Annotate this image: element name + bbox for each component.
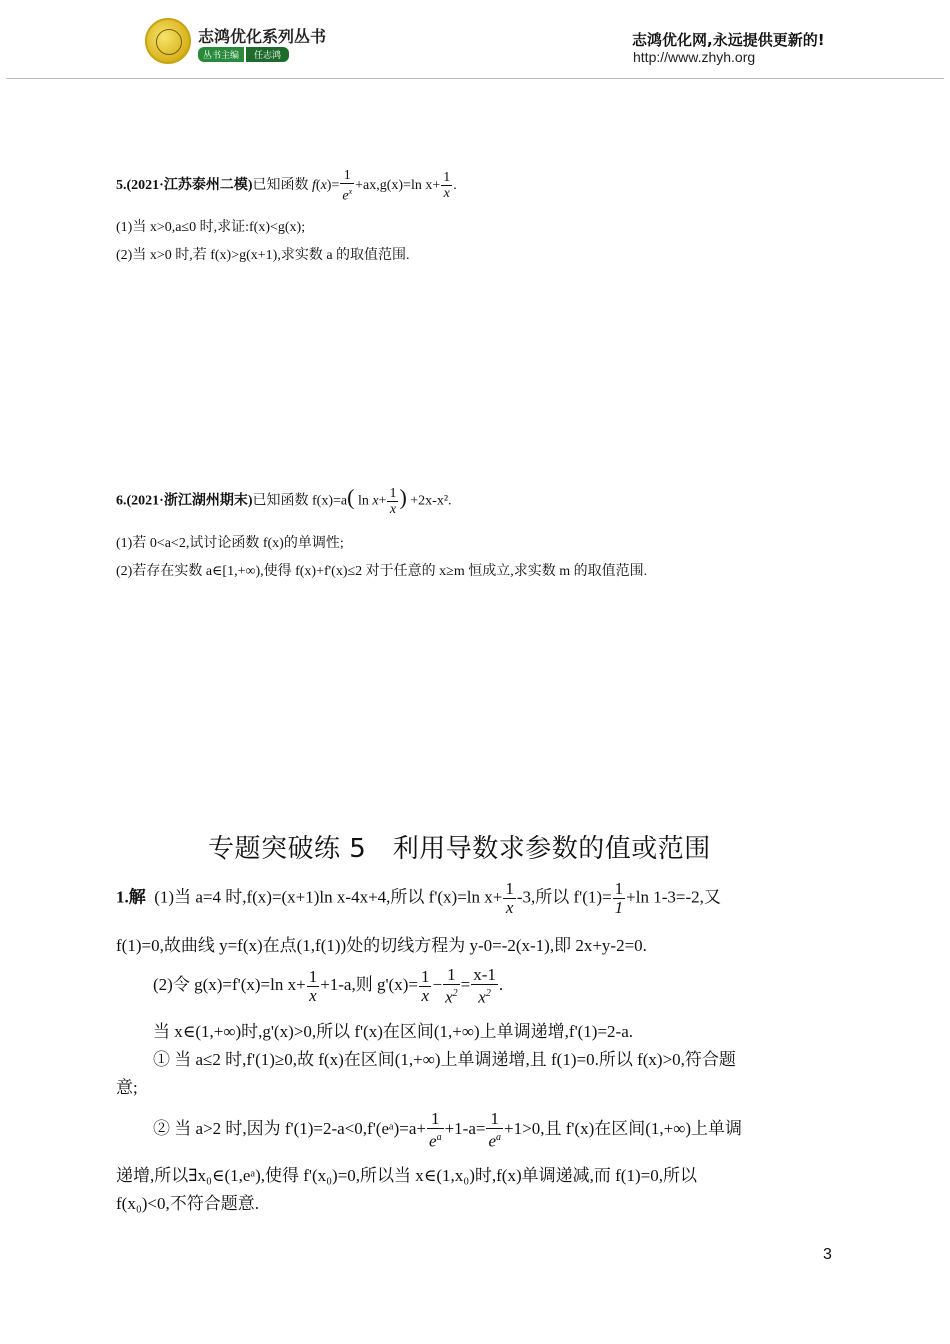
- solution-line-3: (2)令 g(x)=f'(x)=ln x+ $\frac{1}{x}$ +1-a,则 g'(x)= $\frac{1}{x}$ − $\frac{1}{x^2}$ = $\frac{x-1}{x^2}$ .: [153, 965, 504, 1007]
- solution-line-4: 当 x∈(1,+∞)时,g'(x)>0,所以 f'(x)在区间(1,+∞)上单调递增,f'(1)=2-a.: [153, 1022, 634, 1041]
- solution-line-6: 意;: [116, 1078, 138, 1097]
- section-title: 专题突破练 5 利用导数求参数的值或范围: [208, 834, 711, 864]
- logo-emblem: [145, 18, 191, 64]
- solution-line-7: ② 当 a>2 时,因为 f'(1)=2-a<0,f'(eᵃ)=a+ $\frac{1}{e^a}$ +1-a= $\frac{1}{e^a}$ +1>0,且 f'(x)在区间(1,+∞)上单调: [153, 1109, 743, 1151]
- solution-line-1: 1.解 (1)当 a=4 时,f(x)=(x+1)ln x-4x+4,所以 f'(x)=ln x+ $\frac{1}{x}$ -3,所以 f'(1)= $\frac{1}{1}$ +ln 1-3=-2,又: [116, 879, 721, 917]
- editor-label: 丛书主编: [198, 47, 244, 62]
- solution-line-2: f(1)=0,故曲线 y=f(x)在点(1,f(1))处的切线方程为 y-0=-2(x-1),即 2x+y-2=0.: [116, 936, 647, 955]
- website-url[interactable]: http://www.zhyh.org: [633, 49, 756, 65]
- editor-name: 任志鸿: [246, 47, 289, 62]
- header-divider: [6, 78, 944, 79]
- page-number: 3: [823, 1246, 832, 1263]
- q6-part1: (1)若 0<a<2,试讨论函数 f(x)的单调性;: [116, 536, 344, 551]
- slogan: 志鸿优化网,永远提供更新的!: [632, 31, 825, 49]
- q5-part1: (1)当 x>0,a≤0 时,求证:f(x)<g(x);: [116, 220, 306, 235]
- series-title: 志鸿优化系列丛书: [198, 27, 327, 46]
- q5-stem: 5.(2021·江苏泰州二模)已知函数 f(x)= $\frac{1}{e^x}$ +ax,g(x)=ln x+ $\frac{1}{x}$ .: [116, 168, 457, 204]
- q6-stem: 6.(2021·浙江湖州期末)已知函数 f(x)=a( ln x+ $\frac{1}{x}$ ) +2x-x².: [116, 484, 452, 517]
- solution-line-8: 递增,所以∃x₀∈(1,eᵃ),使得 f'(x₀)=0,所以当 x∈(1,x₀)时,f(x)单调递减,而 f(1)=0,所以: [116, 1166, 697, 1185]
- q5-part2: (2)当 x>0 时,若 f(x)>g(x+1),求实数 a 的取值范围.: [116, 248, 410, 263]
- solution-line-9: f(x₀)<0,不符合题意.: [116, 1194, 259, 1213]
- q6-part2: (2)若存在实数 a∈[1,+∞),使得 f(x)+f'(x)≤2 对于任意的 x≥m 恒成立,求实数 m 的取值范围.: [116, 564, 648, 579]
- solution-line-5: ① 当 a≤2 时,f'(1)≥0,故 f(x)在区间(1,+∞)上单调递增,且 f(1)=0.所以 f(x)>0,符合题: [153, 1050, 736, 1069]
